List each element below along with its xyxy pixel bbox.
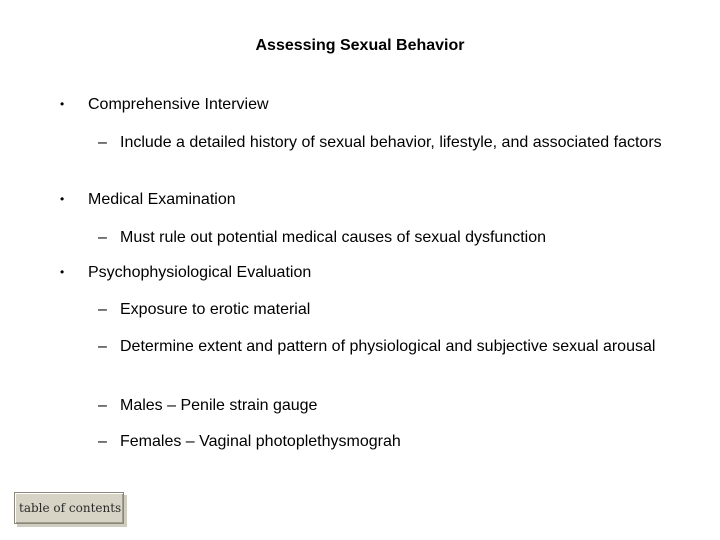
sub-text: Include a detailed history of sexual behavior, lifestyle, and associated factors [120,134,662,151]
slide-title: Assessing Sexual Behavior [255,37,465,54]
sub-text: Must rule out potential medical causes of sexual dysfunction [120,229,547,246]
sub-marker: – [98,301,107,318]
table-of-contents-label: table of contents [19,501,122,515]
sub-text: Males – Penile strain gauge [120,397,318,414]
bullet-marker: • [60,265,65,279]
table-of-contents-button[interactable] [14,492,124,524]
bullet-text: Comprehensive Interview [88,96,269,113]
sub-marker: – [98,433,107,450]
sub-marker: – [98,338,107,355]
sub-text: Females – Vaginal photoplethysmograh [120,433,401,450]
sub-marker: – [98,229,107,246]
sub-marker: – [98,397,107,414]
sub-text: Exposure to erotic material [120,301,311,318]
sub-marker: – [98,134,107,151]
bullet-text: Medical Examination [88,191,236,208]
bullet-marker: • [60,97,65,111]
bullet-text: Psychophysiological Evaluation [88,264,312,281]
sub-text: Determine extent and pattern of physiological and subjective sexual arousal [120,338,656,355]
bullet-marker: • [60,192,65,206]
